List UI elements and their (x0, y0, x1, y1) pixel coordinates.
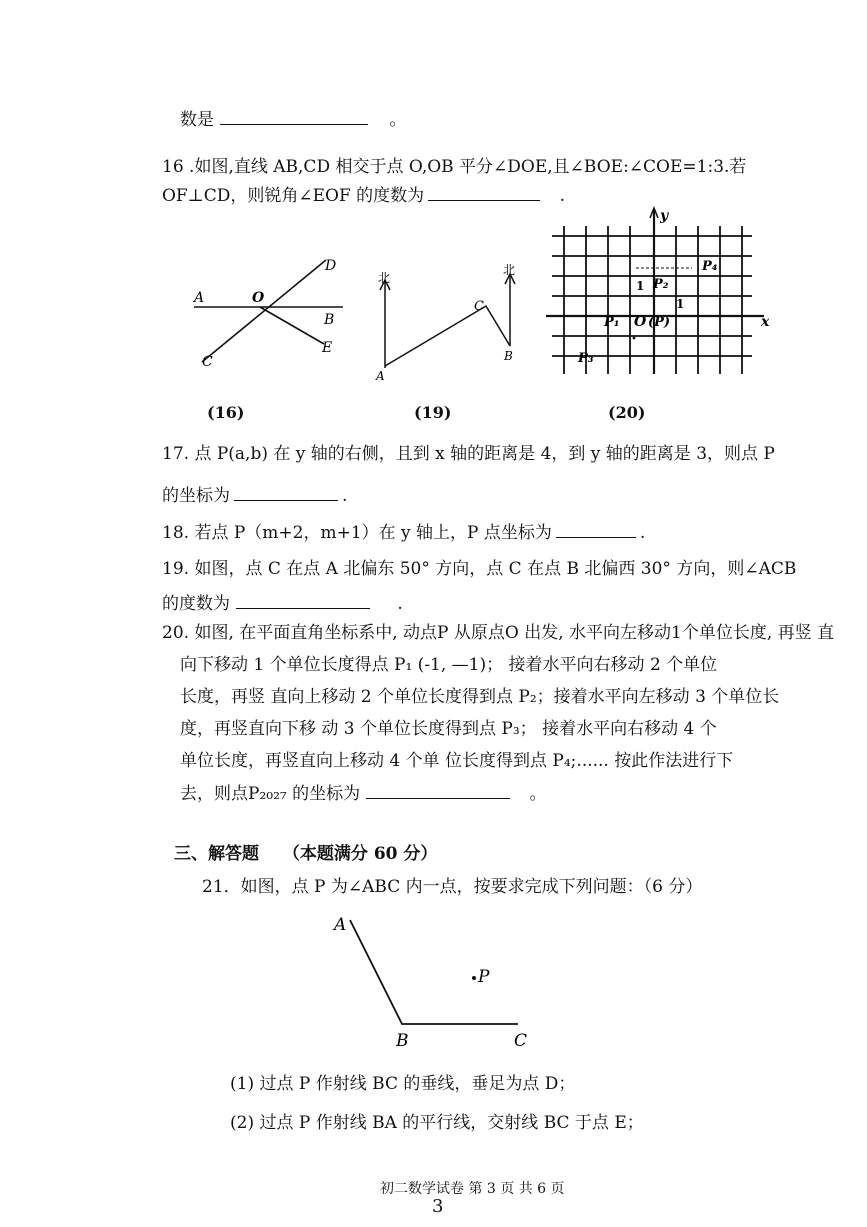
q18: 18. 若点 P（m+2，m+1）在 y 轴上，P 点坐标为 . (162, 523, 646, 543)
fig19-label-b: B (504, 349, 513, 363)
fig20-y-axis-label: y (660, 208, 669, 224)
fig20-one-a: 1 (636, 279, 645, 293)
figure-20 (540, 206, 780, 376)
fig20-p2: P₂ (653, 277, 669, 292)
fig20-origin: O (634, 314, 647, 330)
fig20-one-b: 1 (676, 297, 685, 311)
q20-line5: 单位长度，再竖直向上移动 4 个单 位长度得到点 P₄;...... 按此作法进行下 (180, 751, 734, 771)
fig16-label-o: O (252, 290, 265, 306)
q20-line3: 长度，再竖 直向上移动 2 个单位长度得到点 P₂；接着水平向左移动 3 个单位长 (180, 687, 780, 707)
fig20-caption: (20) (608, 403, 646, 422)
fig20-p: (P) (648, 315, 671, 330)
fig16-label-b: B (324, 312, 335, 328)
fig19-caption: (19) (414, 403, 452, 422)
q16-line1: 16 .如图,直线 AB,CD 相交于点 O,OB 平分∠DOE,且∠BOE:∠COE=1:3.若 (162, 157, 747, 177)
fig16-caption: (16) (207, 403, 245, 422)
q17-line2: 的坐标为 . (162, 486, 348, 506)
q20-line1: 20. 如图, 在平面直角坐标系中, 动点P 从原点O 出发, 水平向左移动1个单位长度, 再竖 直 (162, 623, 835, 643)
footer-title: 初二数学试卷 第 3 页 共 6 页 (380, 1181, 565, 1197)
figure-21 (328, 908, 548, 1054)
q20-line6: 去，则点P₂₀₂₇ 的坐标为 。 (180, 784, 547, 804)
fig16-label-e: E (322, 340, 333, 356)
fig21-label-a: A (334, 915, 347, 935)
q21-stem: 21．如图，点 P 为∠ABC 内一点，按要求完成下列问题：（6 分） (202, 877, 703, 897)
fig19-north-a: 北 (378, 271, 391, 285)
fig19-label-a: A (376, 369, 385, 383)
fig20-p1: P₁ (604, 315, 620, 330)
fig20-x-axis-label: x (761, 314, 770, 330)
q21-sub1: (1) 过点 P 作射线 BC 的垂线，垂足为点 D； (230, 1074, 576, 1094)
fig16-label-d: D (325, 258, 337, 274)
q19-line2: 的度数为 . (162, 594, 403, 614)
q20-line4: 度，再竖直向下移 动 3 个单位长度得到点 P₃； 接着水平向右移动 4 个 (180, 719, 717, 739)
fig19-north-b: 北 (503, 263, 516, 277)
fig19-label-c: C (474, 299, 484, 314)
q19-line1: 19. 如图，点 C 在点 A 北偏东 50° 方向，点 C 在点 B 北偏西 30° 方向，则∠ACB (162, 559, 797, 579)
q17-line1: 17. 点 P(a,b) 在 y 轴的右侧，且到 x 轴的距离是 4，到 y 轴的距离是 3，则点 P (162, 444, 775, 464)
q16-line2: OF⊥CD，则锐角∠EOF 的度数为 . (162, 186, 565, 206)
footer-page-number: 3 (432, 1196, 444, 1217)
fig16-label-a: A (194, 290, 205, 306)
q15-tail: 数是 。 (180, 110, 407, 130)
fig16-label-c: C (202, 354, 213, 370)
fig20-p3: P₃ (578, 351, 594, 366)
figure-16 (188, 244, 348, 374)
figure-19 (368, 262, 528, 384)
q21-sub2: (2) 过点 P 作射线 BA 的平行线，交射线 BC 于点 E； (230, 1113, 644, 1133)
q20-line2: 向下移动 1 个单位长度得点 P₁ (-1, —1)； 接着水平向右移动 2 个单位 (180, 655, 718, 675)
fig20-p4: P₄ (702, 259, 718, 274)
section-3-heading: 三、解答题 （本题满分 60 分） (174, 844, 438, 864)
fig21-label-b: B (396, 1031, 409, 1051)
fig21-label-p: P (478, 967, 490, 987)
fig21-label-c: C (514, 1031, 528, 1051)
